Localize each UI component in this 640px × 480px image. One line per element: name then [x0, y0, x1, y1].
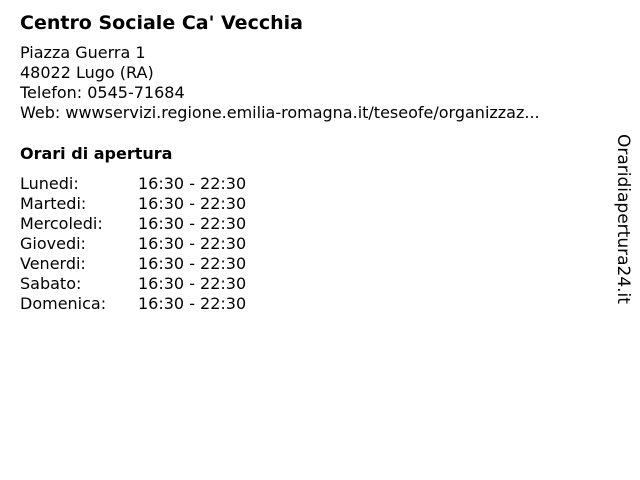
day-label: Lunedi:	[20, 174, 79, 193]
hours-heading: Orari di apertura	[20, 144, 173, 163]
time-range: 16:30 - 22:30	[138, 274, 247, 293]
time-range: 16:30 - 22:30	[138, 254, 247, 273]
day-label: Mercoledi:	[20, 214, 103, 233]
time-range: 16:30 - 22:30	[138, 214, 247, 233]
day-label: Venerdi:	[20, 254, 86, 273]
address-city: 48022 Lugo (RA)	[20, 63, 154, 82]
address-street: Piazza Guerra 1	[20, 43, 146, 62]
day-label: Sabato:	[20, 274, 82, 293]
website: Web: wwwservizi.regione.emilia-romagna.it/teseofe/organizzaz...	[20, 103, 540, 122]
phone-number: Telefon: 0545-71684	[20, 83, 185, 102]
day-label: Domenica:	[20, 294, 107, 313]
business-info	[20, 43, 540, 123]
time-range: 16:30 - 22:30	[138, 174, 247, 193]
day-label: Martedi:	[20, 194, 87, 213]
site-watermark: Oraridiapertura24.it	[613, 134, 633, 304]
time-range: 16:30 - 22:30	[138, 234, 247, 253]
day-label: Giovedi:	[20, 234, 86, 253]
business-name: Centro Sociale Ca' Vecchia	[20, 12, 303, 34]
time-range: 16:30 - 22:30	[138, 194, 247, 213]
time-range: 16:30 - 22:30	[138, 294, 247, 313]
